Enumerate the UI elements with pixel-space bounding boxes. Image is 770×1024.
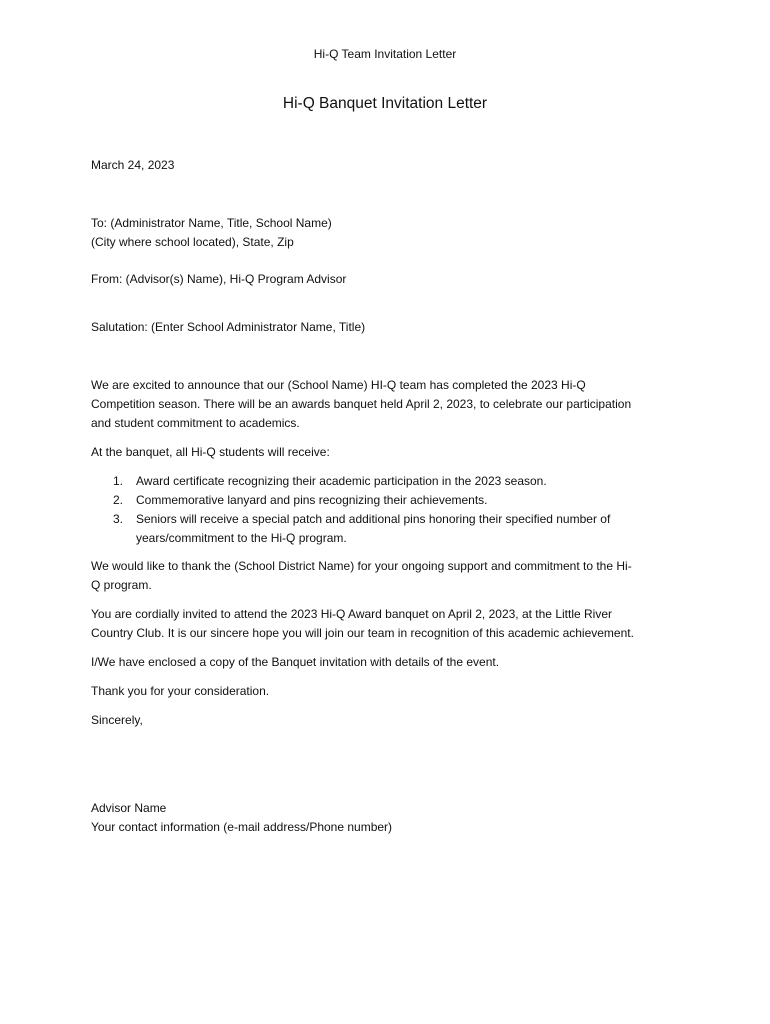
list-item-number: 2. [113,493,124,507]
award-list [91,472,610,548]
enclosure-note: I/We have enclosed a copy of the Banquet invitation with details of the event. [91,655,500,669]
intro-paragraph [91,376,681,433]
invitation-paragraph [91,605,681,643]
sender-line: From: (Advisor(s) Name), Hi-Q Program Advisor [91,272,347,286]
advisor-name: Advisor Name [91,801,167,815]
invitation-line-1: You are cordially invited to attend the 2023 Hi-Q Award banquet on April 2, 2023, at the Little River [91,607,612,621]
list-item-text-continued: years/commitment to the Hi-Q program. [136,531,347,545]
list-intro: At the banquet, all Hi-Q students will receive: [91,445,330,459]
recipient-line-1: To: (Administrator Name, Title, School Name) [91,216,332,230]
list-item-text: Commemorative lanyard and pins recognizing their achievements. [136,493,488,507]
intro-line-2: Competition season. There will be an awards banquet held April 2, 2023, to celebrate our participation [91,397,632,411]
list-item-number: 3. [113,512,124,526]
list-item-text: Seniors will receive a special patch and additional pins honoring their specified number of [136,512,611,526]
recipient-line-2: (City where school located), State, Zip [91,235,294,249]
list-item-number: 1. [113,474,124,488]
list-item [91,491,610,510]
list-item [91,472,610,491]
list-item-text: Award certificate recognizing their academic participation in the 2023 season. [136,474,547,488]
district-line-1: We would like to thank the (School District Name) for your ongoing support and commitment to the Hi- [91,559,632,573]
district-line-2: Q program. [91,578,152,592]
intro-line-3: and student commitment to academics. [91,416,300,430]
page-header: Hi-Q Team Invitation Letter [313,47,457,61]
closing: Sincerely, [91,713,143,727]
salutation: Salutation: (Enter School Administrator Name, Title) [91,320,366,334]
intro-line-1: We are excited to announce that our (School Name) HI-Q team has completed the 2023 Hi-Q [91,378,586,392]
letter-title: Hi-Q Banquet Invitation Letter [282,95,488,112]
thank-you-line: Thank you for your consideration. [91,684,270,698]
thanks-district-paragraph [91,557,681,595]
letter-date: March 24, 2023 [91,158,175,172]
contact-info: Your contact information (e-mail address/Phone number) [91,820,393,834]
list-item [91,510,610,548]
invitation-line-2: Country Club. It is our sincere hope you will join our team in recognition of this academic achievement. [91,626,634,640]
